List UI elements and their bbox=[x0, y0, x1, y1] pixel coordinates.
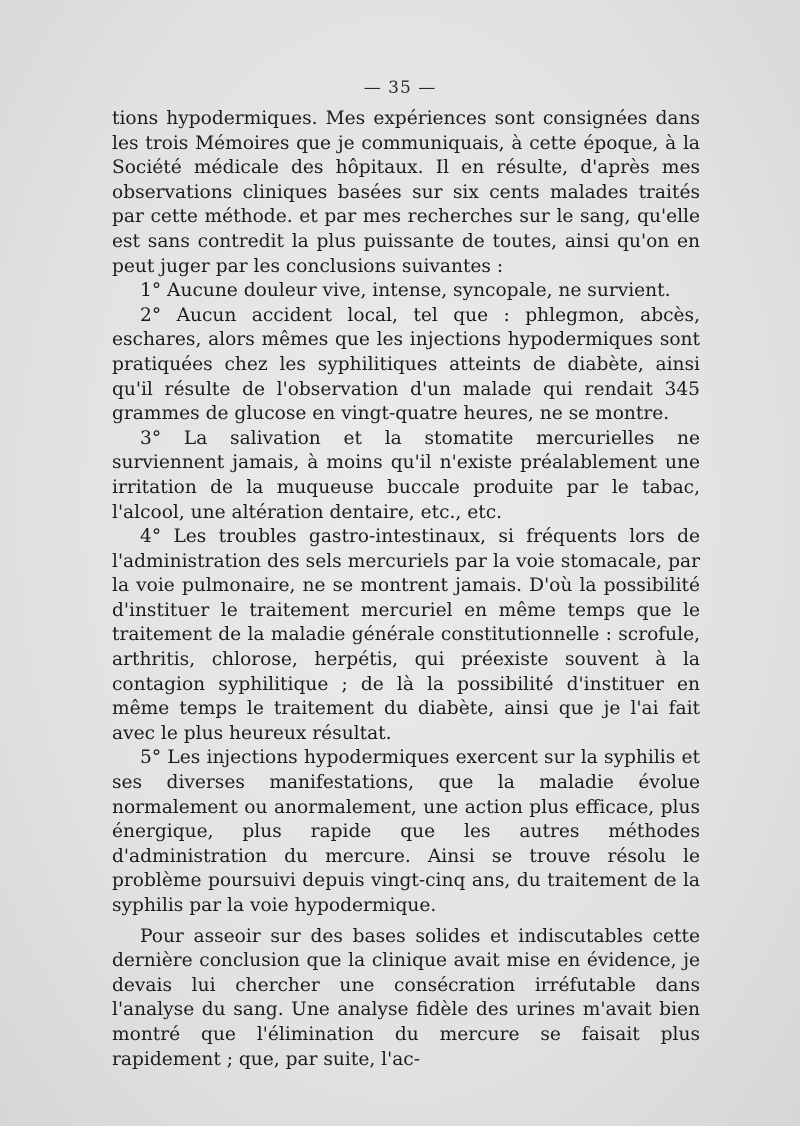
page-number: — 35 — bbox=[363, 78, 437, 98]
paragraph-intro: tions hypodermiques. Mes expériences sont consignées dans les trois Mémoires que je communiquais, à cette époque, à la Société médicale des hôpitaux. Il en résulte, d'après mes observations cliniques basées sur six cents malades traités par cette méthode. et par mes recherches sur le sang, qu'elle est sans contredit la plus puissante de toutes, ainsi qu'on en peut juger par les conclusions suivantes : bbox=[112, 108, 700, 277]
paragraph-conclusion-3: 3° La salivation et la stomatite mercurielles ne surviennent jamais, à moins qu'il n'existe préalablement une irritation de la muqueuse buccale produite par le tabac, l'alcool, une altération dentaire, etc., etc. bbox=[112, 427, 700, 523]
body-text bbox=[112, 107, 700, 1072]
paragraph-blood-analysis: Pour asseoir sur des bases solides et indiscutables cette dernière conclusion que la clinique avait mise en évidence, je devais lui chercher une consécration irréfutable dans l'analyse du sang. Une analyse fidèle des urines m'avait bien montré que l'élimination du mercure se faisait plus rapidement ; que, par suite, l'ac- bbox=[112, 925, 700, 1070]
paragraph-conclusion-4: 4° Les troubles gastro-intestinaux, si fréquents lors de l'administration des sels mercuriels par la voie stomacale, par la voie pulmonaire, ne se montrent jamais. D'où la possibilité d'instituer le traitement mercuriel en même temps que le traitement de la maladie générale constitutionnelle : scrofule, arthritis, chlorose, herpétis, qui préexiste souvent à la contagion syphilitique ; de là la possibilité d'instituer en même temps le traitement du diabète, ainsi que je l'ai fait avec le plus heureux résultat. bbox=[112, 526, 700, 744]
paragraph-conclusion-1: 1° Aucune douleur vive, intense, syncopale, ne survient. bbox=[140, 280, 671, 302]
paragraph-conclusion-2: 2° Aucun accident local, tel que : phlegmon, abcès, eschares, alors mêmes que les injections hypodermiques sont pratiquées chez les syphilitiques atteints de diabète, ainsi qu'il résulte de l'observation d'un malade qui rendait 345 grammes de glucose en vingt-quatre heures, ne se montre. bbox=[112, 304, 700, 425]
paragraph-conclusion-5: 5° Les injections hypodermiques exercent sur la syphilis et ses diverses manifestations, que la maladie évolue normalement ou anormalement, une action plus efficace, plus énergique, plus rapide que les autres méthodes d'administration du mercure. Ainsi se trouve résolu le problème poursuivi depuis vingt-cinq ans, du traitement de la syphilis par la voie hypodermique. bbox=[112, 747, 700, 916]
